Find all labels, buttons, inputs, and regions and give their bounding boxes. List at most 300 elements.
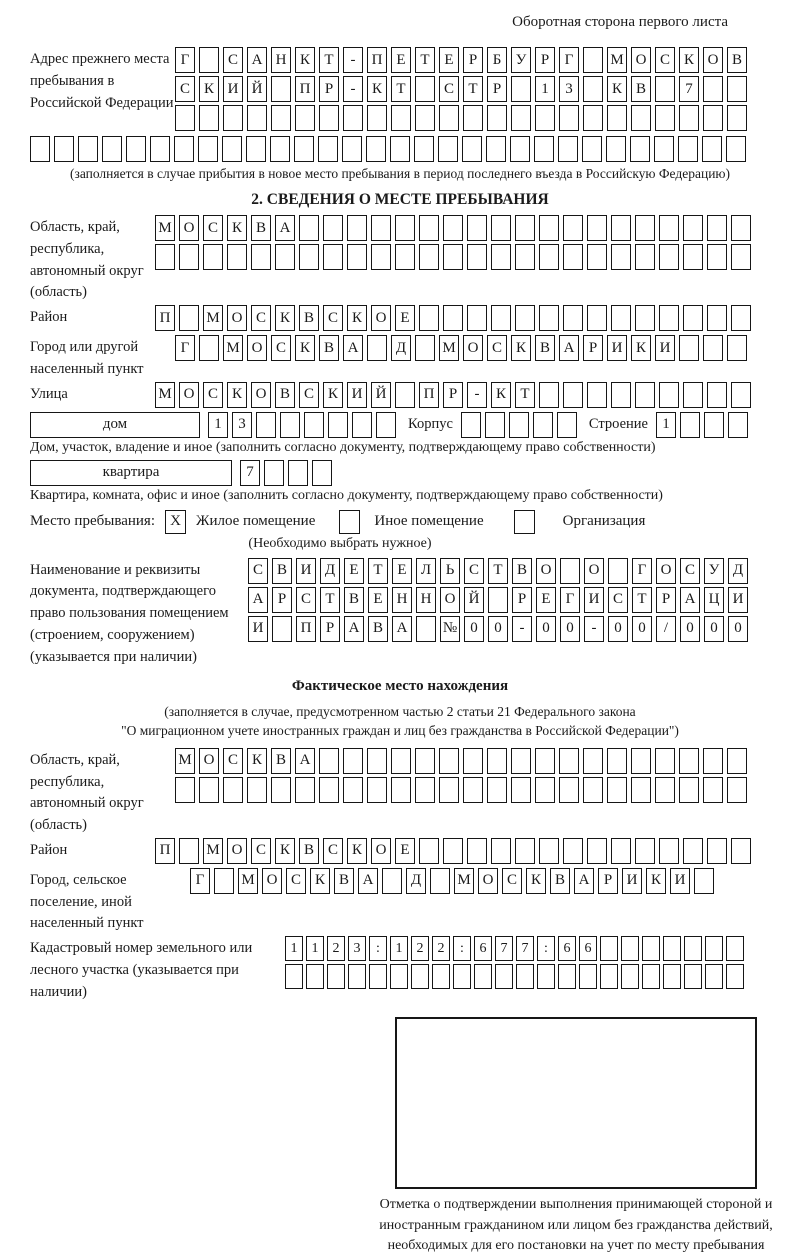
char-cell[interactable]: А [275,215,295,241]
korpus-cells[interactable] [461,412,581,438]
stroenie-cells[interactable] [656,412,752,438]
char-cell[interactable]: К [347,305,367,331]
char-cell[interactable] [511,105,531,131]
char-cell[interactable]: К [607,76,627,102]
char-cell[interactable]: А [344,616,364,642]
char-cell[interactable]: А [248,587,268,613]
char-cell[interactable]: И [655,335,675,361]
char-cell[interactable] [583,47,603,73]
char-cell[interactable]: Г [175,47,195,73]
char-cell[interactable] [659,305,679,331]
char-cell[interactable]: Г [559,47,579,73]
char-cell[interactable] [703,748,723,774]
char-cell[interactable] [367,335,387,361]
char-cell[interactable] [611,382,631,408]
char-cell[interactable] [443,244,463,270]
char-cell[interactable] [227,244,247,270]
char-cell[interactable] [703,777,723,803]
prev-address-row-4[interactable] [30,136,770,162]
char-cell[interactable] [539,215,559,241]
char-cell[interactable]: О [631,47,651,73]
char-cell[interactable] [391,105,411,131]
char-cell[interactable] [438,136,458,162]
char-cell[interactable] [707,244,727,270]
char-cell[interactable] [679,777,699,803]
char-cell[interactable] [559,748,579,774]
char-cell[interactable]: 7 [240,460,260,486]
char-cell[interactable] [583,105,603,131]
checkbox-organizaciya[interactable] [514,510,535,534]
prev-address-row-2[interactable] [175,76,751,102]
char-cell[interactable] [280,412,300,438]
char-cell[interactable]: О [371,838,391,864]
char-cell[interactable] [694,868,714,894]
char-cell[interactable]: С [439,76,459,102]
char-cell[interactable]: К [323,382,343,408]
char-cell[interactable] [155,244,175,270]
char-cell[interactable] [655,748,675,774]
char-cell[interactable]: Р [656,587,676,613]
char-cell[interactable] [78,136,98,162]
char-cell[interactable] [198,136,218,162]
char-cell[interactable]: С [323,838,343,864]
char-cell[interactable] [703,105,723,131]
char-cell[interactable]: Е [391,47,411,73]
city-row[interactable] [175,335,751,361]
char-cell[interactable]: К [247,748,267,774]
actual-region-row-2[interactable] [175,777,751,803]
char-cell[interactable]: М [155,382,175,408]
char-cell[interactable] [726,964,744,989]
char-cell[interactable] [415,105,435,131]
char-cell[interactable]: Д [391,335,411,361]
char-cell[interactable] [367,777,387,803]
char-cell[interactable] [659,215,679,241]
char-cell[interactable]: Е [344,558,364,584]
char-cell[interactable]: 1 [656,412,676,438]
char-cell[interactable] [635,215,655,241]
char-cell[interactable] [487,748,507,774]
char-cell[interactable]: Р [320,616,340,642]
char-cell[interactable] [533,412,553,438]
char-cell[interactable]: 0 [680,616,700,642]
char-cell[interactable] [299,244,319,270]
char-cell[interactable] [285,964,303,989]
char-cell[interactable] [390,964,408,989]
char-cell[interactable]: : [369,936,387,961]
char-cell[interactable]: К [347,838,367,864]
street-row[interactable] [155,382,755,408]
char-cell[interactable] [655,76,675,102]
char-cell[interactable] [391,777,411,803]
char-cell[interactable]: Т [463,76,483,102]
char-cell[interactable] [126,136,146,162]
char-cell[interactable]: 6 [558,936,576,961]
char-cell[interactable] [214,868,234,894]
char-cell[interactable]: В [275,382,295,408]
char-cell[interactable]: В [319,335,339,361]
char-cell[interactable] [304,412,324,438]
char-cell[interactable]: Б [487,47,507,73]
char-cell[interactable]: М [203,838,223,864]
char-cell[interactable]: 3 [232,412,252,438]
char-cell[interactable]: В [334,868,354,894]
char-cell[interactable] [707,382,727,408]
char-cell[interactable]: Т [488,558,508,584]
char-cell[interactable]: О [536,558,556,584]
char-cell[interactable] [607,105,627,131]
char-cell[interactable] [461,412,481,438]
char-cell[interactable]: Г [560,587,580,613]
district-row[interactable] [155,305,755,331]
char-cell[interactable] [707,215,727,241]
char-cell[interactable] [515,305,535,331]
char-cell[interactable] [491,838,511,864]
char-cell[interactable] [319,105,339,131]
char-cell[interactable]: О [179,382,199,408]
char-cell[interactable] [705,964,723,989]
char-cell[interactable]: С [223,748,243,774]
char-cell[interactable] [659,382,679,408]
char-cell[interactable]: Р [583,335,603,361]
char-cell[interactable] [343,748,363,774]
char-cell[interactable] [535,748,555,774]
char-cell[interactable]: 3 [348,936,366,961]
char-cell[interactable] [679,748,699,774]
char-cell[interactable]: В [299,305,319,331]
char-cell[interactable] [271,777,291,803]
char-cell[interactable] [683,382,703,408]
char-cell[interactable]: Р [272,587,292,613]
char-cell[interactable]: С [203,382,223,408]
char-cell[interactable]: 1 [285,936,303,961]
char-cell[interactable]: О [371,305,391,331]
char-cell[interactable]: Р [463,47,483,73]
char-cell[interactable]: В [631,76,651,102]
char-cell[interactable] [727,748,747,774]
char-cell[interactable] [415,748,435,774]
char-cell[interactable]: И [607,335,627,361]
char-cell[interactable] [579,964,597,989]
char-cell[interactable] [395,382,415,408]
char-cell[interactable]: Й [464,587,484,613]
char-cell[interactable] [684,936,702,961]
char-cell[interactable] [270,136,290,162]
checkbox-inoe[interactable] [339,510,360,534]
char-cell[interactable]: 7 [495,936,513,961]
char-cell[interactable]: Е [439,47,459,73]
char-cell[interactable] [704,412,724,438]
char-cell[interactable] [583,76,603,102]
char-cell[interactable] [606,136,626,162]
char-cell[interactable] [683,838,703,864]
char-cell[interactable] [199,335,219,361]
char-cell[interactable] [705,936,723,961]
char-cell[interactable]: К [295,335,315,361]
char-cell[interactable] [371,244,391,270]
char-cell[interactable]: Е [536,587,556,613]
char-cell[interactable] [175,777,195,803]
char-cell[interactable] [323,244,343,270]
char-cell[interactable]: О [199,748,219,774]
char-cell[interactable] [600,936,618,961]
char-cell[interactable]: Р [512,587,532,613]
char-cell[interactable] [678,136,698,162]
char-cell[interactable] [343,105,363,131]
char-cell[interactable]: - [343,47,363,73]
char-cell[interactable] [347,215,367,241]
char-cell[interactable] [275,244,295,270]
char-cell[interactable] [680,412,700,438]
char-cell[interactable] [663,936,681,961]
char-cell[interactable] [611,244,631,270]
char-cell[interactable] [563,244,583,270]
cadastral-row-1[interactable] [285,936,747,961]
char-cell[interactable]: Й [247,76,267,102]
char-cell[interactable] [516,964,534,989]
char-cell[interactable] [655,105,675,131]
char-cell[interactable]: 7 [679,76,699,102]
char-cell[interactable] [611,838,631,864]
char-cell[interactable] [495,964,513,989]
char-cell[interactable] [511,777,531,803]
char-cell[interactable] [443,838,463,864]
char-cell[interactable]: 0 [536,616,556,642]
char-cell[interactable] [607,777,627,803]
char-cell[interactable]: С [248,558,268,584]
char-cell[interactable] [539,305,559,331]
char-cell[interactable] [659,244,679,270]
char-cell[interactable]: В [251,215,271,241]
char-cell[interactable]: О [584,558,604,584]
char-cell[interactable]: 0 [560,616,580,642]
char-cell[interactable]: Н [392,587,412,613]
char-cell[interactable]: - [343,76,363,102]
char-cell[interactable] [539,244,559,270]
char-cell[interactable]: Д [406,868,426,894]
char-cell[interactable] [367,748,387,774]
char-cell[interactable] [631,105,651,131]
char-cell[interactable]: Р [535,47,555,73]
char-cell[interactable]: К [367,76,387,102]
char-cell[interactable]: Т [391,76,411,102]
char-cell[interactable]: О [656,558,676,584]
char-cell[interactable]: 0 [608,616,628,642]
char-cell[interactable]: В [272,558,292,584]
char-cell[interactable] [371,215,391,241]
char-cell[interactable] [288,460,308,486]
char-cell[interactable] [702,136,722,162]
char-cell[interactable] [175,105,195,131]
char-cell[interactable]: Ц [704,587,724,613]
char-cell[interactable]: 3 [559,76,579,102]
char-cell[interactable]: И [622,868,642,894]
char-cell[interactable] [179,244,199,270]
char-cell[interactable]: 2 [432,936,450,961]
char-cell[interactable]: Е [395,838,415,864]
char-cell[interactable]: С [680,558,700,584]
char-cell[interactable]: А [392,616,412,642]
char-cell[interactable] [559,777,579,803]
char-cell[interactable] [583,748,603,774]
char-cell[interactable] [299,215,319,241]
char-cell[interactable] [707,305,727,331]
char-cell[interactable] [271,76,291,102]
char-cell[interactable]: С [608,587,628,613]
region-row-1[interactable] [155,215,755,241]
char-cell[interactable] [684,964,702,989]
char-cell[interactable] [203,244,223,270]
char-cell[interactable]: О [179,215,199,241]
document-row-1[interactable] [248,558,752,584]
char-cell[interactable] [563,838,583,864]
char-cell[interactable] [395,244,415,270]
char-cell[interactable]: 1 [390,936,408,961]
char-cell[interactable] [537,964,555,989]
char-cell[interactable]: 2 [327,936,345,961]
char-cell[interactable] [319,748,339,774]
char-cell[interactable]: 0 [728,616,748,642]
char-cell[interactable] [515,215,535,241]
char-cell[interactable]: О [703,47,723,73]
char-cell[interactable]: О [227,838,247,864]
char-cell[interactable]: А [247,47,267,73]
char-cell[interactable]: И [728,587,748,613]
char-cell[interactable]: С [286,868,306,894]
char-cell[interactable]: П [155,838,175,864]
char-cell[interactable] [390,136,410,162]
char-cell[interactable]: В [535,335,555,361]
char-cell[interactable] [246,136,266,162]
char-cell[interactable]: К [526,868,546,894]
char-cell[interactable] [731,244,751,270]
char-cell[interactable] [486,136,506,162]
char-cell[interactable] [635,838,655,864]
char-cell[interactable]: Д [320,558,340,584]
char-cell[interactable] [583,777,603,803]
char-cell[interactable] [467,215,487,241]
char-cell[interactable] [323,215,343,241]
char-cell[interactable] [563,305,583,331]
char-cell[interactable]: И [670,868,690,894]
char-cell[interactable]: К [310,868,330,894]
char-cell[interactable] [256,412,276,438]
char-cell[interactable]: П [419,382,439,408]
char-cell[interactable]: С [223,47,243,73]
char-cell[interactable] [462,136,482,162]
char-cell[interactable]: М [155,215,175,241]
char-cell[interactable] [642,964,660,989]
char-cell[interactable]: О [440,587,460,613]
char-cell[interactable] [631,748,651,774]
char-cell[interactable] [683,244,703,270]
char-cell[interactable] [376,412,396,438]
char-cell[interactable]: К [295,47,315,73]
char-cell[interactable]: 0 [488,616,508,642]
char-cell[interactable] [174,136,194,162]
char-cell[interactable]: К [275,305,295,331]
cadastral-row-2[interactable] [285,964,747,989]
char-cell[interactable]: С [487,335,507,361]
char-cell[interactable]: В [271,748,291,774]
char-cell[interactable]: К [275,838,295,864]
char-cell[interactable] [703,76,723,102]
char-cell[interactable]: И [584,587,604,613]
char-cell[interactable] [535,105,555,131]
char-cell[interactable] [587,382,607,408]
char-cell[interactable]: Й [371,382,391,408]
char-cell[interactable]: В [344,587,364,613]
char-cell[interactable] [726,136,746,162]
char-cell[interactable]: Т [320,587,340,613]
char-cell[interactable] [463,777,483,803]
char-cell[interactable] [611,305,631,331]
char-cell[interactable]: П [367,47,387,73]
char-cell[interactable]: 6 [474,936,492,961]
char-cell[interactable] [587,244,607,270]
char-cell[interactable] [416,616,436,642]
char-cell[interactable]: С [464,558,484,584]
char-cell[interactable] [679,105,699,131]
char-cell[interactable] [587,838,607,864]
char-cell[interactable]: У [511,47,531,73]
char-cell[interactable] [439,105,459,131]
char-cell[interactable]: 0 [464,616,484,642]
char-cell[interactable] [467,244,487,270]
char-cell[interactable] [487,777,507,803]
char-cell[interactable]: М [238,868,258,894]
char-cell[interactable] [328,412,348,438]
char-cell[interactable] [491,305,511,331]
char-cell[interactable] [558,136,578,162]
char-cell[interactable]: И [223,76,243,102]
char-cell[interactable]: Н [271,47,291,73]
char-cell[interactable] [587,215,607,241]
char-cell[interactable]: К [646,868,666,894]
char-cell[interactable]: 0 [704,616,724,642]
char-cell[interactable] [352,412,372,438]
char-cell[interactable] [727,335,747,361]
char-cell[interactable]: К [227,215,247,241]
char-cell[interactable] [607,748,627,774]
char-cell[interactable] [395,215,415,241]
char-cell[interactable] [703,335,723,361]
char-cell[interactable]: И [296,558,316,584]
house-number-cells[interactable] [208,412,400,438]
char-cell[interactable]: М [439,335,459,361]
char-cell[interactable] [642,936,660,961]
char-cell[interactable]: П [296,616,316,642]
char-cell[interactable]: С [175,76,195,102]
char-cell[interactable]: В [512,558,532,584]
char-cell[interactable]: В [727,47,747,73]
char-cell[interactable] [539,838,559,864]
char-cell[interactable] [659,838,679,864]
char-cell[interactable] [560,558,580,584]
apartment-cells[interactable] [240,460,336,486]
document-row-3[interactable] [248,616,752,642]
char-cell[interactable] [728,412,748,438]
char-cell[interactable]: / [656,616,676,642]
char-cell[interactable]: О [227,305,247,331]
char-cell[interactable] [343,777,363,803]
char-cell[interactable] [731,215,751,241]
char-cell[interactable] [611,215,631,241]
char-cell[interactable]: В [299,838,319,864]
char-cell[interactable]: 6 [579,936,597,961]
char-cell[interactable] [411,964,429,989]
char-cell[interactable] [539,382,559,408]
